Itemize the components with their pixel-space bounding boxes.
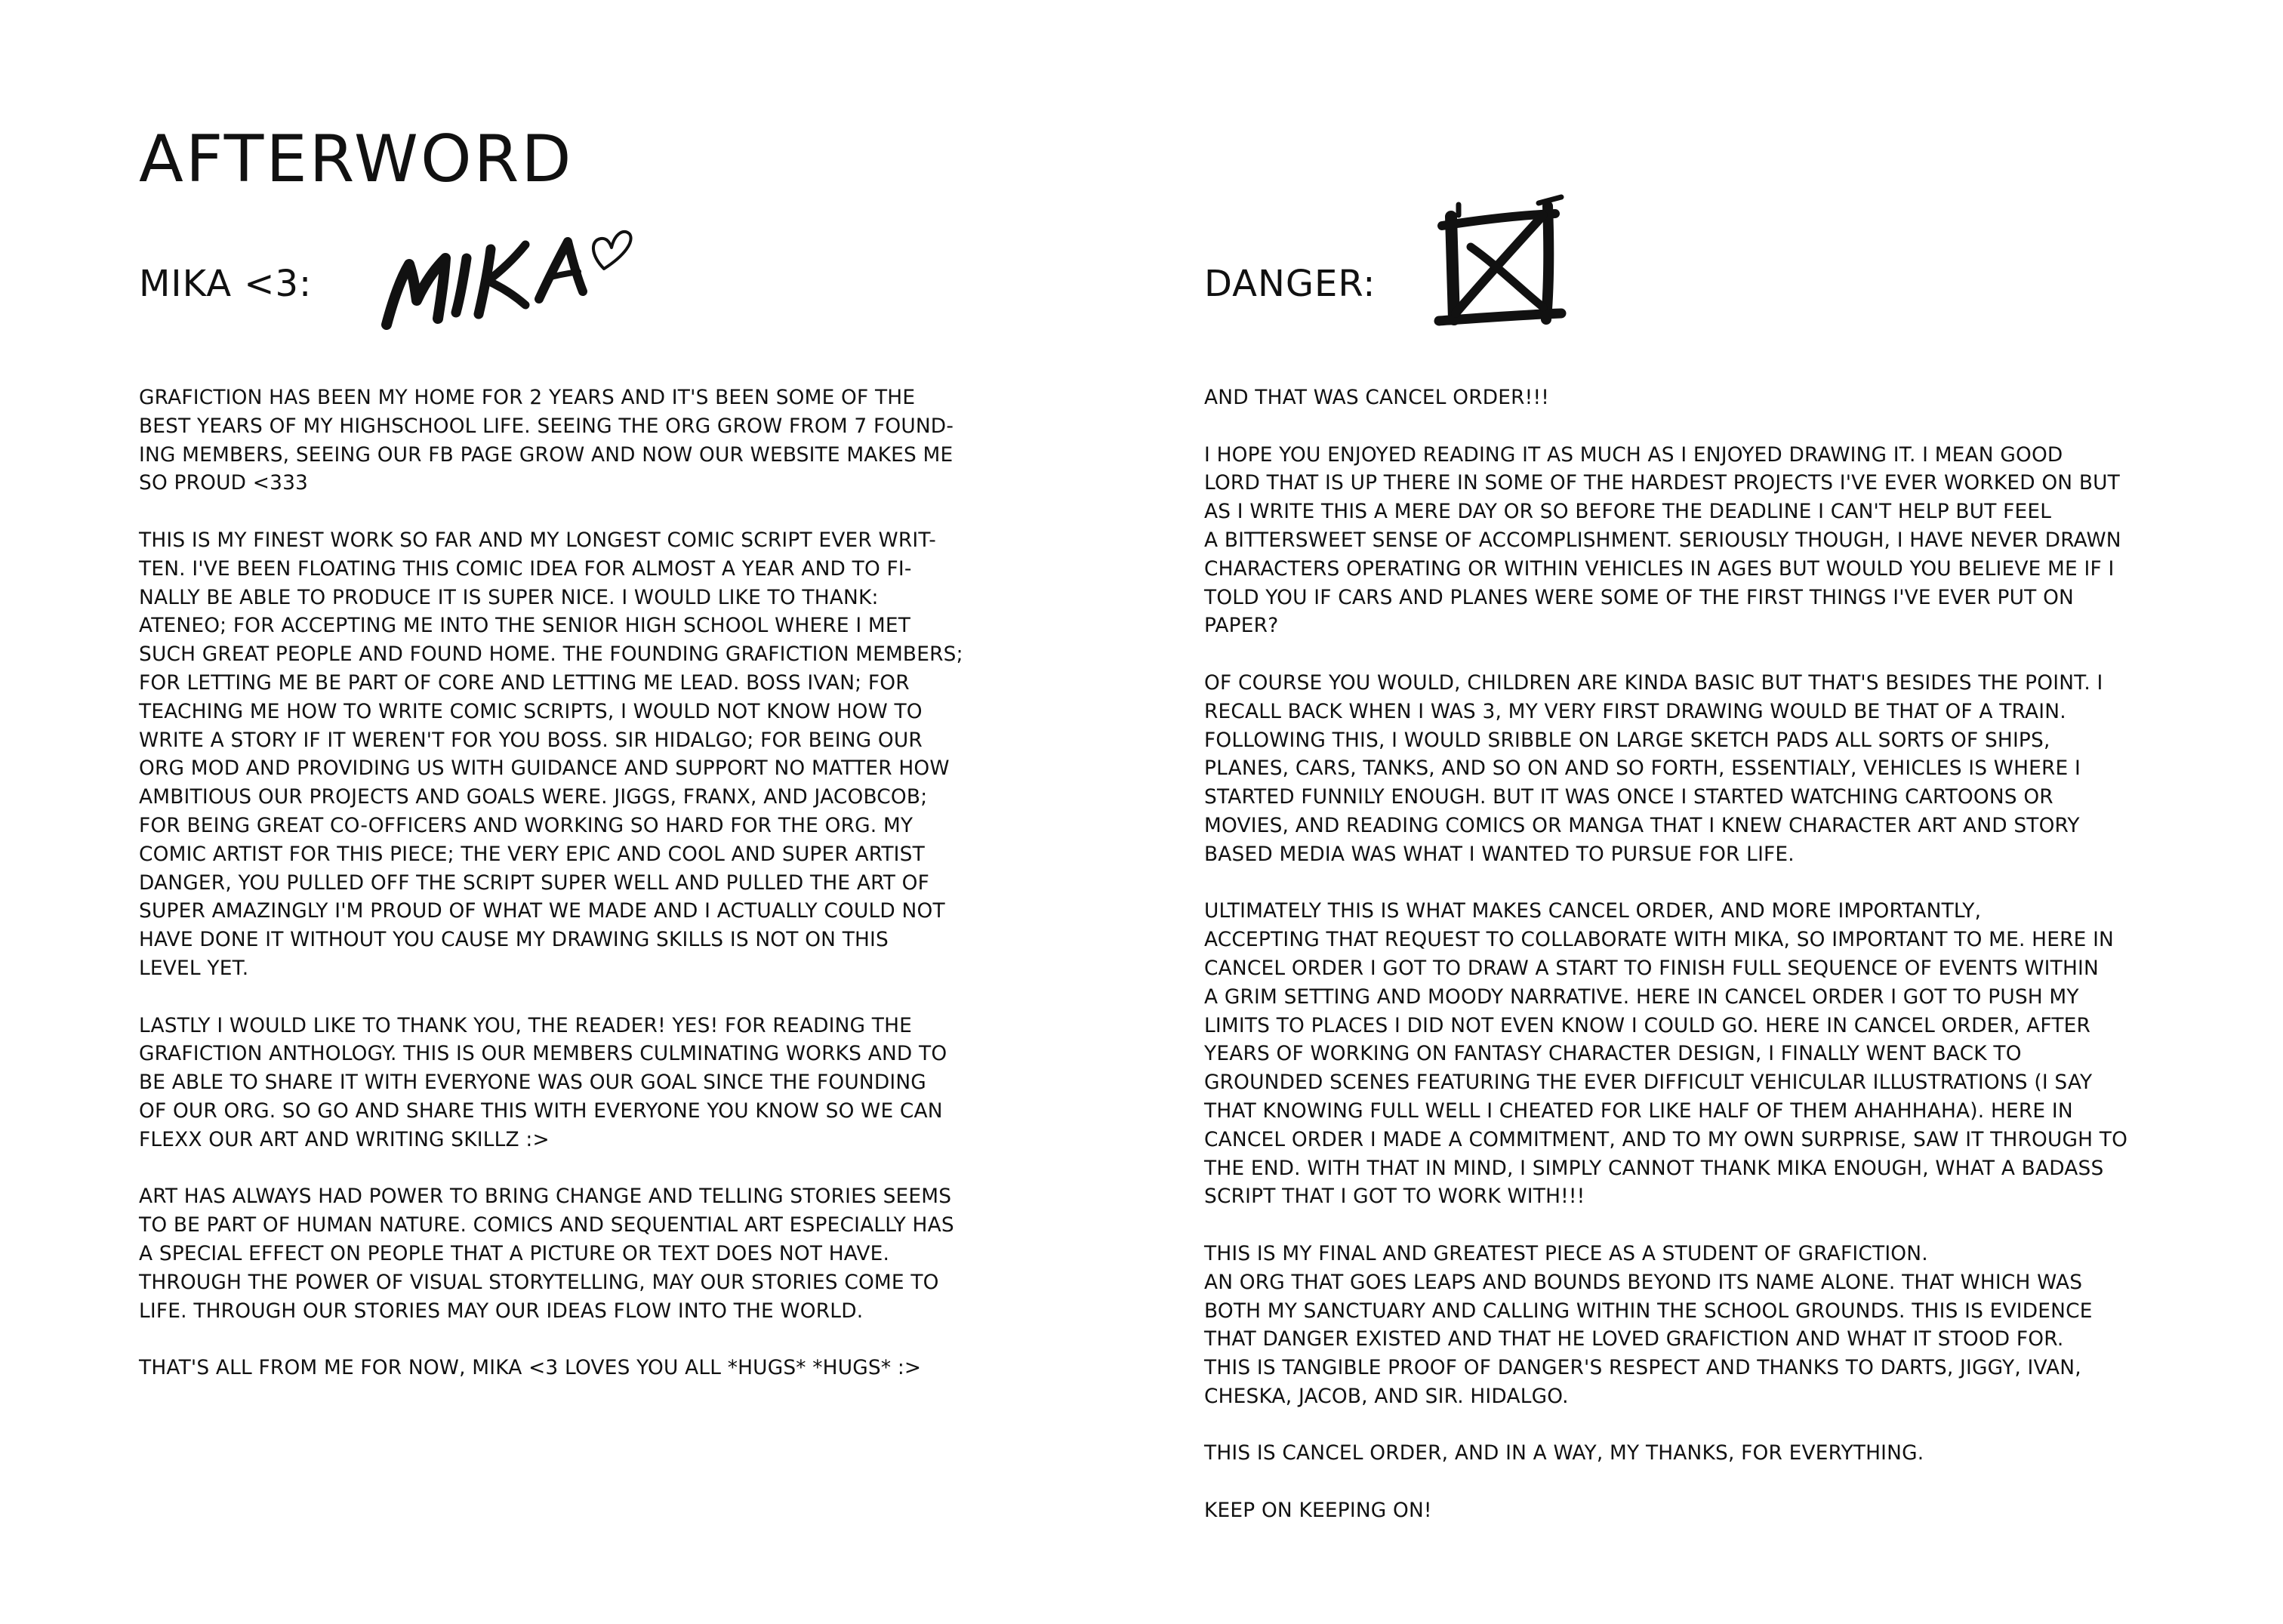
danger-paragraph-5: THIS IS MY FINAL AND GREATEST PIECE AS A STUDENT OF GRAFICTION. AN ORG THAT GOES LEAPS AND BOUNDS BEYOND ITS NAME ALONE. THAT WHICH WAS BOTH MY SANCTUARY AND CALLING WITHIN THE SCHOOL GROUNDS. THIS IS EVIDENCE THAT DANGER EXISTED AND THAT HE LOVED GRAFICTION AND WHAT IT STOOD FOR. THIS IS TANGIBLE PROOF OF DANGER'S RESPECT AND THANKS TO DARTS, JIGGY, IVAN, CHESKA, JACOB, AND SIR. HIDALGO. xyxy=(1204,1241,2093,1408)
right-page xyxy=(1142,0,2283,1624)
danger-paragraph-3: OF COURSE YOU WOULD, CHILDREN ARE KINDA BASIC BUT THAT'S BESIDES THE POINT. I RECALL BACK WHEN I WAS 3, MY VERY FIRST DRAWING WOULD BE THAT OF A TRAIN. FOLLOWING THIS, I WOULD SRIBBLE ON LARGE SKETCH PADS ALL SORTS OF SHIPS, PLANES, CARS, TANKS, AND SO ON AND SO FORTH, ESSENTIALY, VEHICLES IS WHERE I STARTED FUNNILY ENOUGH. BUT IT WAS ONCE I STARTED WATCHING CARTOONS OR MOVIES, AND READING COMICS OR MANGA THAT I KNEW CHARACTER ART AND STORY BASED MEDIA WAS WHAT I WANTED TO PURSUE FOR LIFE. xyxy=(1204,670,2103,866)
mika-author-label: MIKA <3: xyxy=(139,263,313,305)
danger-paragraph-2: I HOPE YOU ENJOYED READING IT AS MUCH AS I ENJOYED DRAWING IT. I MEAN GOOD LORD THAT IS UP THERE IN SOME OF THE HARDEST PROJECTS I'VE EVER WORKED ON BUT AS I WRITE THIS A MERE DAY OR SO BEFORE THE DEADLINE I CAN'T HELP BUT FEEL A BITTERSWEET SENSE OF ACCOMPLISHMENT. SERIOUSLY THOUGH, I HAVE NEVER DRAWN CHARACTERS OPERATING OR WITHIN VEHICLES IN AGES BUT WOULD YOU BELIEVE ME IF I TOLD YOU IF CARS AND PLANES WERE SOME OF THE FIRST THINGS I'VE EVER PUT ON PAPER? xyxy=(1204,442,2121,638)
page-title: AFTERWORD xyxy=(139,122,574,197)
danger-paragraph-1: AND THAT WAS CANCEL ORDER!!! xyxy=(1204,386,1550,409)
danger-signature-icon xyxy=(1428,193,1579,344)
danger-paragraph-6: THIS IS CANCEL ORDER, AND IN A WAY, MY THANKS, FOR EVERYTHING. xyxy=(1204,1441,1924,1465)
mika-paragraph-3: LASTLY I WOULD LIKE TO THANK YOU, THE READER! YES! FOR READING THE GRAFICTION ANTHOLOGY. THIS IS OUR MEMBERS CULMINATING WORKS AND TO BE ABLE TO SHARE IT WITH EVERYONE WAS OUR GOAL SINCE THE FOUNDING OF OUR ORG. SO GO AND SHARE THIS WITH EVERYONE YOU KNOW SO WE CAN FLEXX OUR ART AND WRITING SKILLZ :> xyxy=(139,1013,947,1151)
danger-paragraph-4: ULTIMATELY THIS IS WHAT MAKES CANCEL ORDER, AND MORE IMPORTANTLY, ACCEPTING THAT REQUEST TO COLLABORATE WITH MIKA, SO IMPORTANT TO ME. HERE IN CANCEL ORDER I GOT TO DRAW A START TO FINISH FULL SEQUENCE OF EVENTS WITHIN A GRIM SETTING AND MOODY NARRATIVE. HERE IN CANCEL ORDER I GOT TO PUSH MY LIMITS TO PLACES I DID NOT EVEN KNOW I COULD GO. HERE IN CANCEL ORDER, AFTER YEARS OF WORKING ON FANTASY CHARACTER DESIGN, I FINALLY WENT BACK TO GROUNDED SCENES FEATURING THE EVER DIFFICULT VEHICULAR ILLUSTRATIONS (I SAY THAT KNOWING FULL WELL I CHEATED FOR LIKE HALF OF THEM AHAHHAHA). HERE IN CANCEL ORDER I MADE A COMMITMENT, AND TO MY OWN SURPRISE, SAW IT THROUGH TO THE END. WITH THAT IN MIND, I SIMPLY CANNOT THANK MIKA ENOUGH, WHAT A BADASS SCRIPT THAT I GOT TO WORK WITH!!! xyxy=(1204,899,2128,1209)
mika-paragraph-5: THAT'S ALL FROM ME FOR NOW, MIKA <3 LOVES YOU ALL *HUGS* *HUGS* :> xyxy=(139,1356,922,1380)
mika-paragraph-4: ART HAS ALWAYS HAD POWER TO BRING CHANGE AND TELLING STORIES SEEMS TO BE PART OF HUMAN NATURE. COMICS AND SEQUENTIAL ART ESPECIALLY HAS A SPECIAL EFFECT ON PEOPLE THAT A PICTURE OR TEXT DOES NOT HAVE. THROUGH THE POWER OF VISUAL STORYTELLING, MAY OUR STORIES COME TO LIFE. THROUGH OUR STORIES MAY OUR IDEAS FLOW INTO THE WORLD. xyxy=(139,1185,954,1323)
mika-afterword-body xyxy=(139,384,1015,1411)
danger-paragraph-7: KEEP ON KEEPING ON! xyxy=(1204,1499,1432,1523)
mika-paragraph-2: THIS IS MY FINEST WORK SO FAR AND MY LONGEST COMIC SCRIPT EVER WRIT- TEN. I'VE BEEN FLOATING THIS COMIC IDEA FOR ALMOST A YEAR AND TO FI- NALLY BE ABLE TO PRODUCE IT IS SUPER NICE. I WOULD LIKE TO THANK: ATENEO; FOR ACCEPTING ME INTO THE SENIOR HIGH SCHOOL WHERE I MET SUCH GREAT PEOPLE AND FOUND HOME. THE FOUNDING GRAFICTION MEMBERS; FOR LETTING ME BE PART OF CORE AND LETTING ME LEAD. BOSS IVAN; FOR TEACHING ME HOW TO WRITE COMIC SCRIPTS, I WOULD NOT KNOW HOW TO WRITE A STORY IF IT WEREN'T FOR YOU BOSS. SIR HIDALGO; FOR BEING OUR ORG MOD AND PROVIDING US WITH GUIDANCE AND SUPPORT NO MATTER HOW AMBITIOUS OUR PROJECTS AND GOALS WERE. JIGGS, FRANX, AND JACOBCOB; FOR BEING GREAT CO-OFFICERS AND WORKING SO HARD FOR THE ORG. MY COMIC ARTIST FOR THIS PIECE; THE VERY EPIC AND COOL AND SUPER ARTIST DANGER, YOU PULLED OFF THE SCRIPT SUPER WELL AND PULLED THE ART OF SUPER AMAZINGLY I'M PROUD OF WHAT WE MADE AND I ACTUALLY COULD NOT HAVE DONE IT WITHOUT YOU CAUSE MY DRAWING SKILLS IS NOT ON THIS LEVEL YET. xyxy=(139,528,963,980)
mika-paragraph-1: GRAFICTION HAS BEEN MY HOME FOR 2 YEARS AND IT'S BEEN SOME OF THE BEST YEARS OF MY HIGHSCHOOL LIFE. SEEING THE ORG GROW FROM 7 FOUND- ING MEMBERS, SEEING OUR FB PAGE GROW AND NOW OUR WEBSITE MAKES ME SO PROUD <333 xyxy=(139,386,954,495)
mika-signature xyxy=(377,211,634,332)
danger-author-label: DANGER: xyxy=(1204,263,1376,305)
danger-afterword-body xyxy=(1204,384,2186,1554)
